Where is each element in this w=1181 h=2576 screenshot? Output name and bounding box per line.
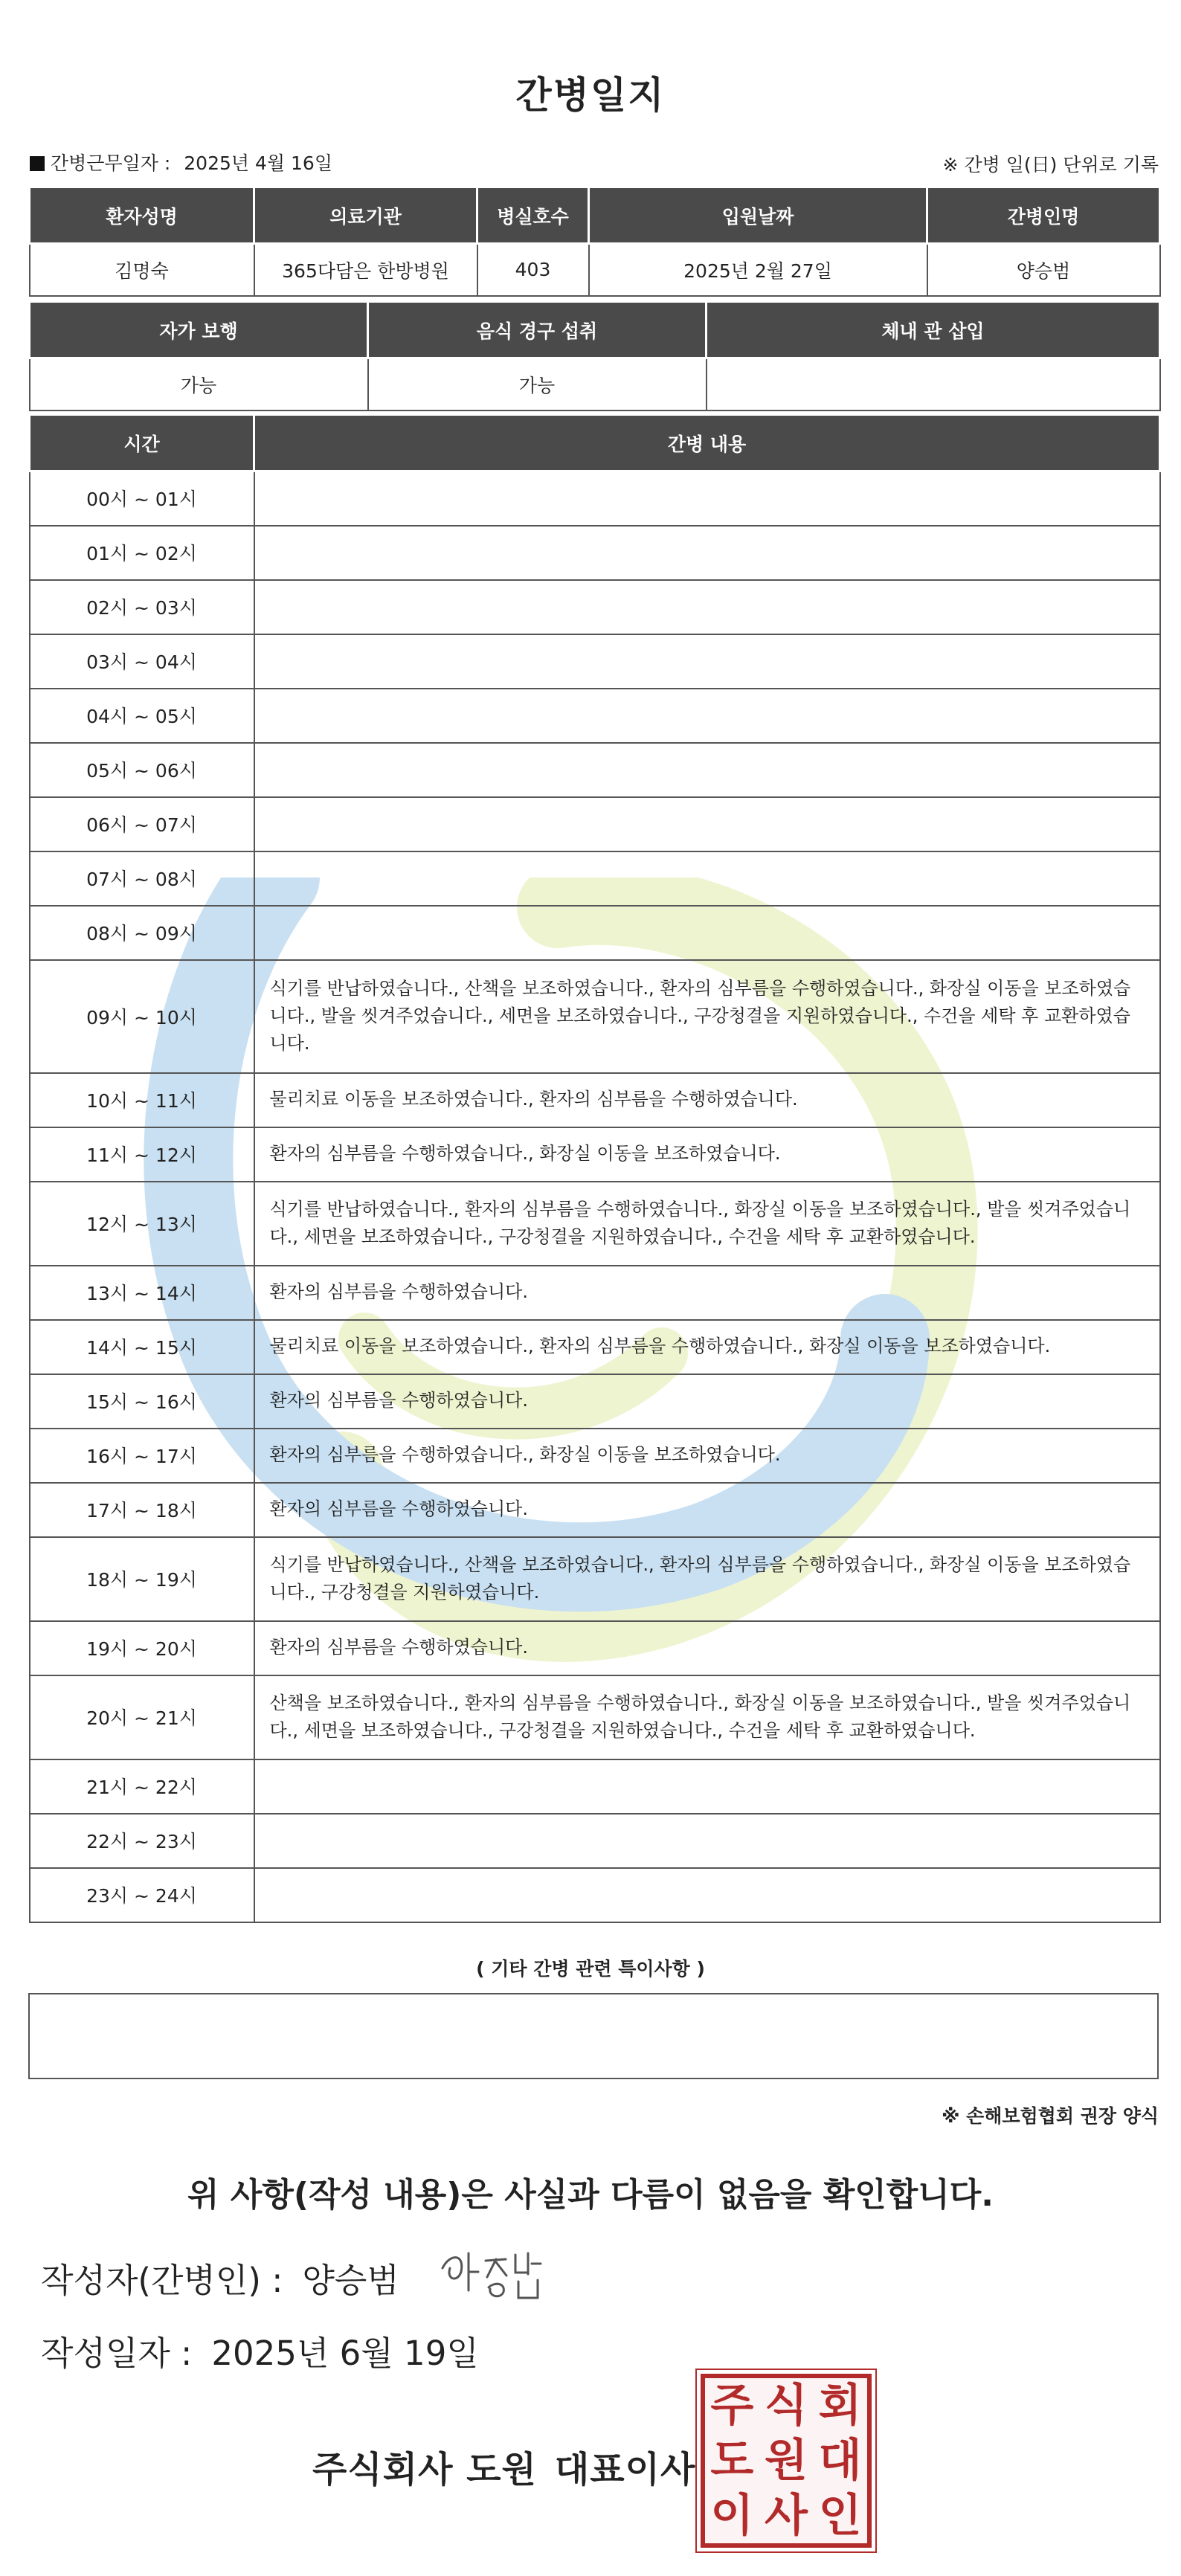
time-cell: 20시 ~ 21시: [30, 1675, 254, 1759]
content-cell: [254, 1759, 1160, 1814]
content-cell: 환자의 심부름을 수행하였습니다.: [254, 1266, 1160, 1320]
header-oral-intake: 음식 경구 섭취: [368, 302, 707, 358]
company-seal: [701, 2374, 872, 2548]
unit-note: ※ 간병 일(日) 단위로 기록: [942, 154, 1159, 176]
table-row: [30, 634, 1160, 689]
time-cell: 22시 ~ 23시: [30, 1814, 254, 1868]
table-row: [30, 960, 1160, 1073]
content-cell: 환자의 심부름을 수행하였습니다.: [254, 1374, 1160, 1429]
header-hospital: 의료기관: [254, 187, 477, 244]
writer-label: 작성자(간병인) :: [41, 2261, 283, 2300]
seal-char: 주: [710, 2380, 754, 2432]
work-date-line: [30, 149, 332, 176]
room-number: 403: [477, 244, 589, 296]
table-row: [30, 1621, 1160, 1675]
content-cell: 환자의 심부름을 수행하였습니다., 화장실 이동을 보조하였습니다.: [254, 1429, 1160, 1483]
writer-line: [41, 2253, 399, 2302]
content-cell: [254, 743, 1160, 797]
table-row: [30, 1266, 1160, 1320]
seal-char: 식: [765, 2380, 808, 2432]
time-cell: 14시 ~ 15시: [30, 1320, 254, 1374]
document-title: 간병일지: [515, 74, 666, 117]
header-room: 병실호수: [477, 187, 589, 244]
table-row: [30, 1675, 1160, 1759]
time-cell: 19시 ~ 20시: [30, 1621, 254, 1675]
care-log-table: [28, 413, 1161, 1923]
handwritten-signature: [435, 2238, 554, 2305]
table-row: [30, 1182, 1160, 1266]
oral-intake-value: 가능: [368, 358, 707, 410]
content-cell: [254, 526, 1160, 580]
time-cell: 21시 ~ 22시: [30, 1759, 254, 1814]
time-cell: 09시 ~ 10시: [30, 960, 254, 1073]
time-cell: 01시 ~ 02시: [30, 526, 254, 580]
table-row: [30, 1483, 1160, 1537]
time-cell: 03시 ~ 04시: [30, 634, 254, 689]
work-date-label: 간병근무일자 :: [51, 152, 171, 174]
content-cell: [254, 1814, 1160, 1868]
header-time: 시간: [30, 415, 254, 471]
table-row: [30, 1374, 1160, 1429]
header-patient-name: 환자성명: [30, 187, 254, 244]
seal-char: 회: [818, 2380, 862, 2432]
recommend-note: ※ 손해보험협회 권장 양식: [942, 2105, 1159, 2127]
table-row: [30, 1073, 1160, 1127]
time-cell: 23시 ~ 24시: [30, 1868, 254, 1922]
table-row: [30, 1759, 1160, 1814]
written-date-value: 2025년 6월 19일: [211, 2334, 479, 2373]
time-cell: 08시 ~ 09시: [30, 906, 254, 960]
walking-value: 가능: [30, 358, 368, 410]
table-row: [30, 689, 1160, 743]
content-cell: [254, 580, 1160, 634]
table-row: [30, 1868, 1160, 1922]
content-cell: 물리치료 이동을 보조하였습니다., 환자의 심부름을 수행하였습니다.: [254, 1073, 1160, 1127]
work-date-value: 2025년 4월 16일: [184, 152, 332, 174]
seal-char: 사: [765, 2490, 808, 2542]
table-row: [30, 1814, 1160, 1868]
content-cell: 식기를 반납하였습니다., 환자의 심부름을 수행하였습니다., 화장실 이동을 보조하였습니다., 발을 씻겨주었습니다., 세면을 보조하였습니다., 구강청결을 지원하였습니다., 수건을 세탁 후 교환하였습니다.: [254, 1182, 1160, 1266]
content-cell: 환자의 심부름을 수행하였습니다.: [254, 1483, 1160, 1537]
table-row: [30, 906, 1160, 960]
content-cell: [254, 851, 1160, 906]
content-cell: [254, 471, 1160, 526]
seal-char: 도: [710, 2435, 754, 2487]
content-cell: [254, 1868, 1160, 1922]
confirmation-statement: 위 사항(작성 내용)은 사실과 다름이 없음을 확인합니다.: [187, 2176, 994, 2214]
content-cell: [254, 634, 1160, 689]
table-row: [30, 1429, 1160, 1483]
time-cell: 07시 ~ 08시: [30, 851, 254, 906]
time-cell: 16시 ~ 17시: [30, 1429, 254, 1483]
ability-table: [28, 300, 1161, 411]
table-row: [30, 797, 1160, 851]
content-cell: 환자의 심부름을 수행하였습니다., 화장실 이동을 보조하였습니다.: [254, 1127, 1160, 1182]
seal-char: 원: [765, 2435, 808, 2487]
header-care-content: 간병 내용: [254, 415, 1160, 471]
content-cell: 식기를 반납하였습니다., 산책을 보조하였습니다., 환자의 심부름을 수행하였습니다., 화장실 이동을 보조하였습니다., 발을 씻겨주었습니다., 세면을 보조하였습니다., 구강청결을 지원하였습니다., 수건을 세탁 후 교환하였습니다.: [254, 960, 1160, 1073]
seal-char: 인: [818, 2490, 862, 2542]
table-row: [30, 1127, 1160, 1182]
seal-char: 대: [818, 2435, 862, 2487]
table-row: [30, 1537, 1160, 1621]
table-row: [30, 580, 1160, 634]
content-cell: [254, 906, 1160, 960]
admission-date: 2025년 2월 27일: [589, 244, 927, 296]
table-row: [30, 471, 1160, 526]
time-cell: 06시 ~ 07시: [30, 797, 254, 851]
time-cell: 04시 ~ 05시: [30, 689, 254, 743]
patient-info-table: [28, 186, 1161, 297]
written-date-line: [41, 2326, 479, 2374]
square-bullet-icon: [30, 156, 45, 171]
caregiver-name: 양승범: [927, 244, 1160, 296]
table-row: [30, 1320, 1160, 1374]
content-cell: 식기를 반납하였습니다., 산책을 보조하였습니다., 환자의 심부름을 수행하였습니다., 화장실 이동을 보조하였습니다., 구강청결을 지원하였습니다.: [254, 1537, 1160, 1621]
seal-char: 이: [710, 2490, 754, 2542]
content-cell: [254, 689, 1160, 743]
tube-insertion-value: [707, 358, 1160, 410]
hospital-name: 365다담은 한방병원: [254, 244, 477, 296]
time-cell: 11시 ~ 12시: [30, 1127, 254, 1182]
time-cell: 00시 ~ 01시: [30, 471, 254, 526]
company-name: 주식회사 도원: [312, 2449, 537, 2490]
content-cell: [254, 797, 1160, 851]
company-role: 대표이사: [554, 2449, 696, 2490]
time-cell: 10시 ~ 11시: [30, 1073, 254, 1127]
special-notes-title: ( 기타 간병 관련 특이사항 ): [476, 1958, 705, 1980]
time-cell: 12시 ~ 13시: [30, 1182, 254, 1266]
time-cell: 02시 ~ 03시: [30, 580, 254, 634]
time-cell: 15시 ~ 16시: [30, 1374, 254, 1429]
time-cell: 17시 ~ 18시: [30, 1483, 254, 1537]
header-tube-insertion: 체내 관 삽입: [707, 302, 1160, 358]
table-row: [30, 851, 1160, 906]
content-cell: 물리치료 이동을 보조하였습니다., 환자의 심부름을 수행하였습니다., 화장실 이동을 보조하였습니다.: [254, 1320, 1160, 1374]
table-row: [30, 743, 1160, 797]
content-cell: 산책을 보조하였습니다., 환자의 심부름을 수행하였습니다., 화장실 이동을 보조하였습니다., 발을 씻겨주었습니다., 세면을 보조하였습니다., 구강청결을 지원하였습니다., 수건을 세탁 후 교환하였습니다.: [254, 1675, 1160, 1759]
time-cell: 18시 ~ 19시: [30, 1537, 254, 1621]
company-line: [312, 2441, 695, 2492]
time-cell: 05시 ~ 06시: [30, 743, 254, 797]
writer-name: 양승범: [302, 2261, 399, 2300]
written-date-label: 작성일자 :: [41, 2334, 193, 2373]
patient-name: 김명숙: [30, 244, 254, 296]
content-cell: 환자의 심부름을 수행하였습니다.: [254, 1621, 1160, 1675]
table-row: [30, 526, 1160, 580]
time-cell: 13시 ~ 14시: [30, 1266, 254, 1320]
special-notes-box: [28, 1993, 1159, 2079]
header-caregiver: 간병인명: [927, 187, 1160, 244]
header-walking: 자가 보행: [30, 302, 368, 358]
header-admission-date: 입원날짜: [589, 187, 927, 244]
